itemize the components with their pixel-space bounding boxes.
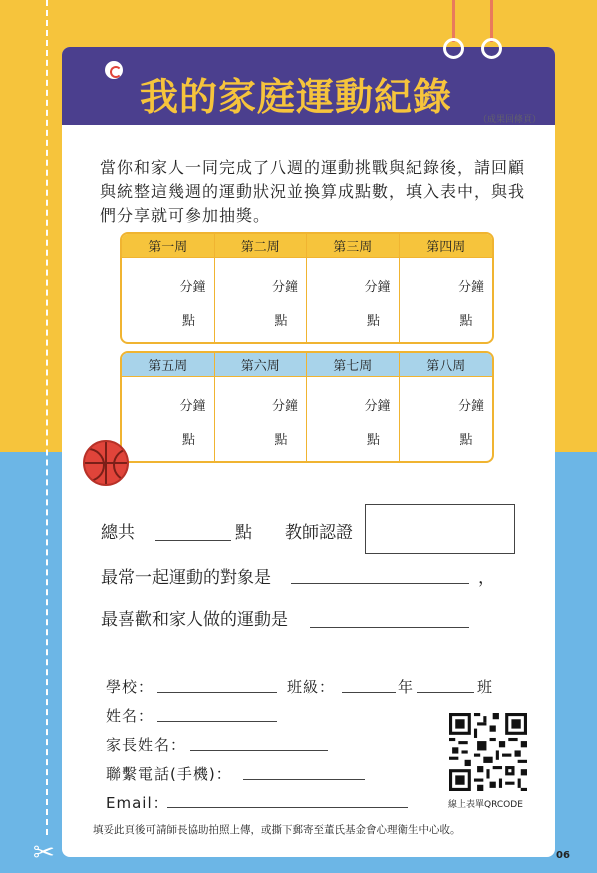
qr-code-label: 線上表單QRCODE [448, 800, 523, 810]
school-label: 學校： [106, 678, 155, 696]
week-entry-cell[interactable] [307, 377, 400, 461]
basketball-icon [83, 440, 129, 486]
points-unit: 點 [274, 314, 288, 329]
page-subtitle: （成果回條頁） [478, 115, 542, 125]
week-entry-cell[interactable] [307, 258, 400, 342]
week-header: 第二周 [215, 234, 308, 258]
week-entry-cell[interactable] [215, 258, 308, 342]
hanger-string-right [490, 0, 493, 42]
minutes-unit: 分鐘 [364, 399, 391, 414]
email-label: Email： [106, 794, 169, 812]
page-title: 我的家庭運動紀錄 [140, 75, 453, 119]
page-number: 06 [556, 850, 570, 861]
points-unit: 點 [182, 433, 196, 448]
weeks-table-2 [120, 351, 494, 463]
school-field[interactable] [157, 692, 277, 693]
class-field[interactable] [417, 692, 474, 693]
points-label: 點 [235, 523, 252, 543]
week-header: 第三周 [307, 234, 400, 258]
partner-label: 最常一起運動的對象是 [101, 568, 271, 588]
intro-text: 當你和家人一同完成了八週的運動挑戰與紀錄後，請回顧與統整這幾週的運動狀況並換算成點數，填入表中，與我們分享就可參加抽獎。 [100, 158, 526, 225]
minutes-unit: 分鐘 [271, 280, 298, 295]
total-points-field[interactable] [155, 540, 231, 541]
class-unit: 班 [477, 678, 494, 696]
parent-name-label: 家長姓名： [106, 736, 187, 754]
week-header: 第六周 [215, 353, 308, 377]
grade-label: 年 [398, 678, 415, 696]
week-entry-cell[interactable] [400, 377, 493, 461]
cut-line [46, 0, 48, 835]
phone-field[interactable] [243, 779, 365, 780]
baseball-icon [103, 59, 125, 81]
points-unit: 點 [367, 433, 381, 448]
favorite-sport-field[interactable] [310, 627, 469, 628]
week-entry-cell[interactable] [400, 258, 493, 342]
week-entry-cell[interactable] [122, 258, 215, 342]
weeks-table-1 [120, 232, 494, 344]
name-label: 姓名： [106, 707, 155, 725]
week-header: 第七周 [307, 353, 400, 377]
grade-field[interactable] [342, 692, 396, 693]
email-field[interactable] [167, 807, 408, 808]
week-header: 第八周 [400, 353, 493, 377]
week-header: 第一周 [122, 234, 215, 258]
phone-label: 聯繫電話(手機)： [106, 765, 232, 783]
partner-field[interactable] [291, 583, 469, 584]
footer-note: 填妥此頁後可請師長協助拍照上傳，或撕下郵寄至董氏基金會心理衛生中心收。 [93, 824, 461, 836]
minutes-unit: 分鐘 [457, 280, 484, 295]
scissors-icon: ✂ [33, 838, 55, 868]
week-header: 第五周 [122, 353, 215, 377]
week-entry-cell[interactable] [122, 377, 215, 461]
hanger-string-left [452, 0, 455, 42]
ring-icon [481, 38, 502, 59]
minutes-unit: 分鐘 [271, 399, 298, 414]
name-field[interactable] [157, 721, 277, 722]
teacher-verify-label: 教師認證 [285, 523, 353, 543]
points-unit: 點 [182, 314, 196, 329]
points-unit: 點 [459, 433, 473, 448]
points-unit: 點 [274, 433, 288, 448]
parent-name-field[interactable] [190, 750, 328, 751]
class-label: 班級： [287, 678, 336, 696]
minutes-unit: 分鐘 [457, 399, 484, 414]
week-header: 第四周 [400, 234, 493, 258]
qr-code-icon[interactable] [449, 713, 527, 791]
points-unit: 點 [367, 314, 381, 329]
teacher-verify-box[interactable] [365, 504, 515, 554]
total-label: 總共 [101, 523, 135, 543]
ring-icon [443, 38, 464, 59]
minutes-unit: 分鐘 [179, 280, 206, 295]
points-unit: 點 [459, 314, 473, 329]
minutes-unit: 分鐘 [179, 399, 206, 414]
favorite-sport-label: 最喜歡和家人做的運動是 [101, 610, 288, 630]
minutes-unit: 分鐘 [364, 280, 391, 295]
comma: ， [478, 568, 495, 588]
week-entry-cell[interactable] [215, 377, 308, 461]
